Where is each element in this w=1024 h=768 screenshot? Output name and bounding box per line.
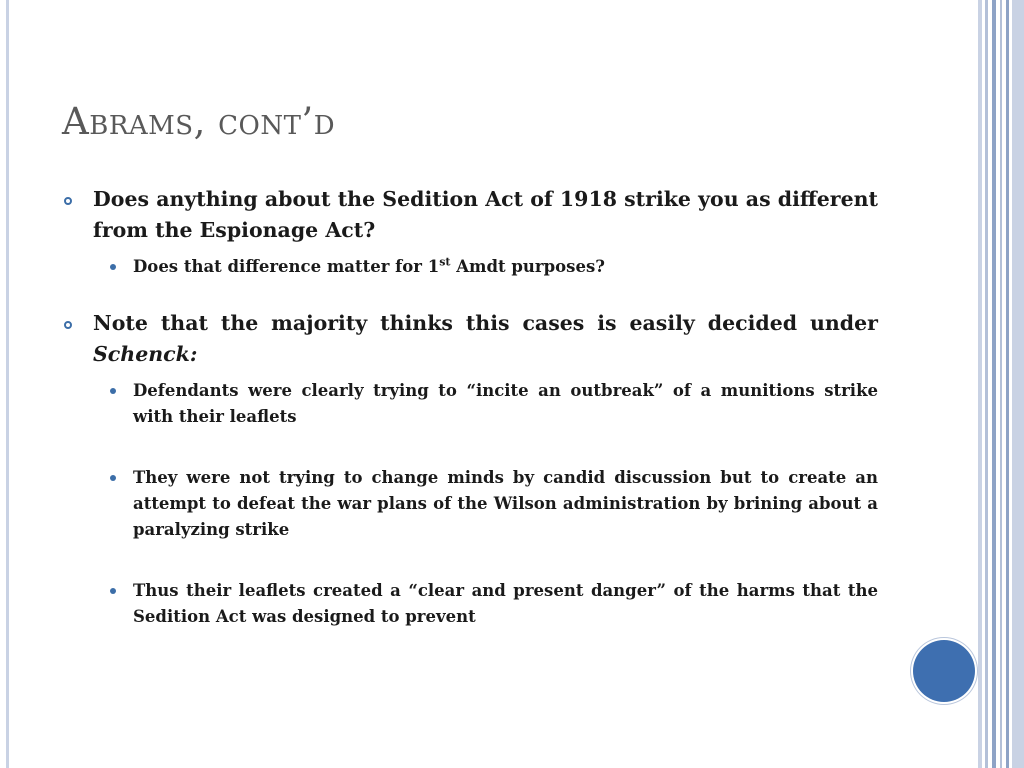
sub-bullet-text-before: Does that difference matter for 1 [133, 257, 440, 276]
sub-bullet-text: They were not trying to change minds by candid discussion but to create an attempt to defeat the war plans of the Wilson administration by brining about a paralyzing strike [133, 468, 878, 539]
sub-bullet-text: Thus their leaflets created a “clear and present danger” of the harms that the Sedition Act was designed to prevent [133, 581, 878, 626]
decorative-circle [913, 640, 975, 702]
stripe-2 [985, 0, 988, 768]
bullet-text: Note that the majority thinks this cases is easily decided under [93, 311, 878, 335]
bullet-majority-schenck [60, 308, 878, 370]
dot-bullet-icon [110, 588, 116, 594]
stripe-6 [1012, 0, 1024, 768]
ring-bullet-icon [64, 321, 72, 329]
sub-bullet-defendants [60, 378, 878, 430]
slide-body [60, 184, 878, 630]
slide-title: Abrams, cont’d [62, 100, 336, 143]
dot-bullet-icon [110, 264, 116, 270]
stripe-1 [978, 0, 982, 768]
left-frame-line [6, 0, 9, 768]
case-name-italic: Schenck: [93, 342, 198, 366]
right-decorative-stripes [978, 0, 1024, 768]
stripe-4 [1000, 0, 1002, 768]
stripe-5 [1006, 0, 1009, 768]
bullet-sedition-question [60, 184, 878, 246]
dot-bullet-icon [110, 475, 116, 481]
sub-bullet-text: Defendants were clearly trying to “incite an outbreak” of a munitions strike with their leaflets [133, 381, 878, 426]
sub-bullet-clear-present-danger [60, 578, 878, 630]
ring-bullet-icon [64, 197, 72, 205]
sub-bullet-first-amendment [60, 254, 878, 280]
dot-bullet-icon [110, 388, 116, 394]
bullet-text: Does anything about the Sedition Act of 1918 strike you as different from the Espionage Act? [93, 187, 878, 242]
stripe-3 [992, 0, 996, 768]
sub-bullet-text-after: Amdt purposes? [450, 257, 605, 276]
sub-bullet-candid-discussion [60, 465, 878, 543]
superscript-st: st [439, 255, 451, 269]
